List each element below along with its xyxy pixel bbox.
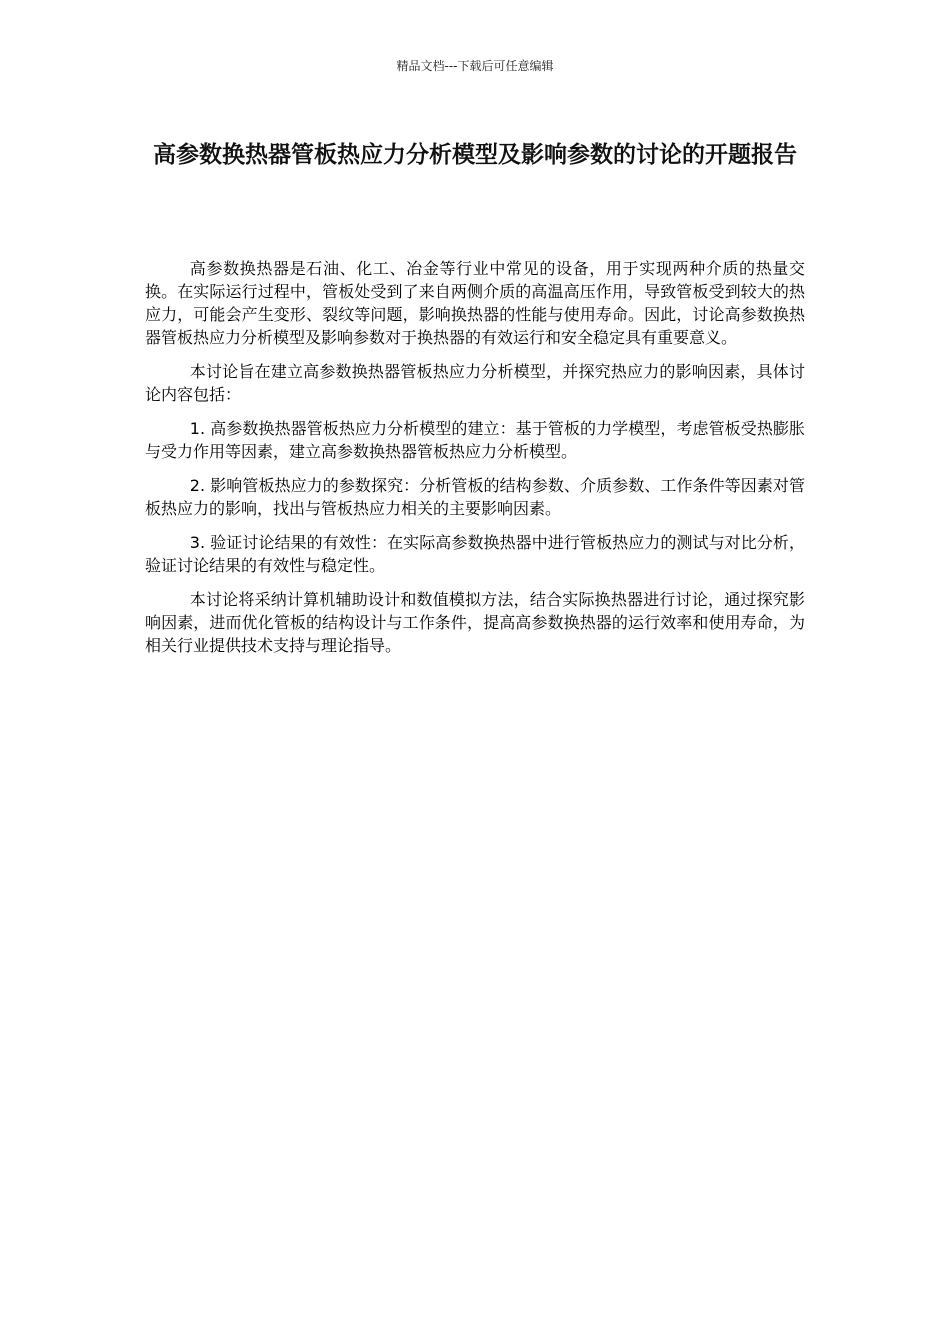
paragraph-objective: 本讨论旨在建立高参数换热器管板热应力分析模型，并探究热应力的影响因素，具体讨论内容包括：: [145, 362, 805, 404]
document-title: 高参数换热器管板热应力分析模型及影响参数的讨论的开题报告: [153, 142, 797, 168]
paragraph-item-3: 3. 验证讨论结果的有效性：在实际高参数换热器中进行管板热应力的测试与对比分析，验证讨论结果的有效性与稳定性。: [145, 533, 805, 575]
paragraph-method: 本讨论将采纳计算机辅助设计和数值模拟方法，结合实际换热器进行讨论，通过探究影响因素，进而优化管板的结构设计与工作条件，提高高参数换热器的运行效率和使用寿命，为相关行业提供技术支持与理论指导。: [145, 590, 805, 655]
paragraph-item-1: 1. 高参数换热器管板热应力分析模型的建立：基于管板的力学模型，考虑管板受热膨胀与受力作用等因素，建立高参数换热器管板热应力分析模型。: [145, 419, 805, 461]
paragraph-item-2: 2. 影响管板热应力的参数探究：分析管板的结构参数、介质参数、工作条件等因素对管板热应力的影响，找出与管板热应力相关的主要影响因素。: [145, 476, 805, 518]
document-body: [145, 257, 805, 668]
header-note: 精品文档---下载后可任意编辑: [396, 59, 554, 73]
paragraph-intro: 高参数换热器是石油、化工、冶金等行业中常见的设备，用于实现两种介质的热量交换。在实际运行过程中，管板处受到了来自两侧介质的高温高压作用，导致管板受到较大的热应力，可能会产生变形、裂纹等问题，影响换热器的性能与使用寿命。因此，讨论高参数换热器管板热应力分析模型及影响参数对于换热器的有效运行和安全稳定具有重要意义。: [145, 259, 805, 347]
